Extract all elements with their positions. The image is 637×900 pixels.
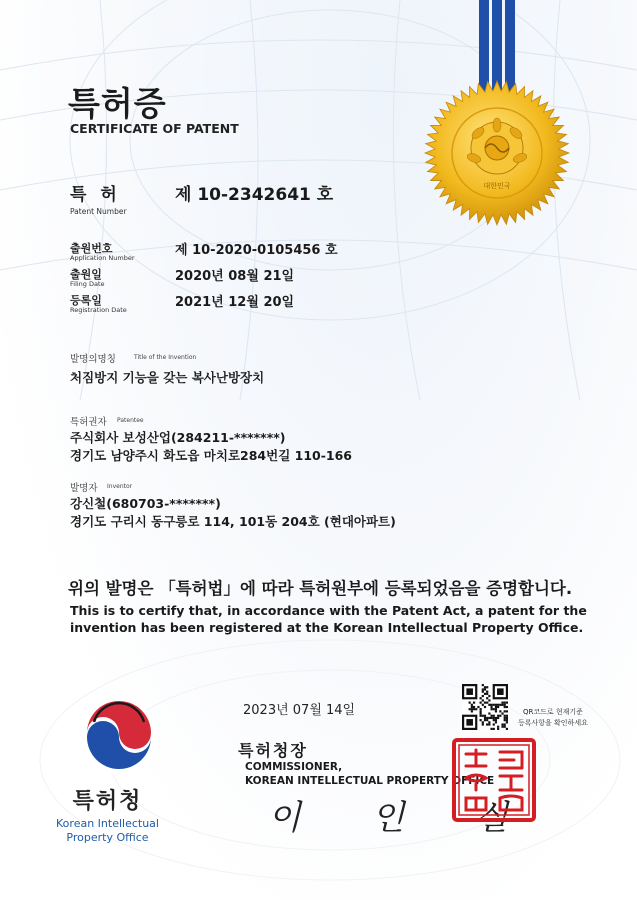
registration-date-value: 2021년 12월 20일 — [175, 295, 295, 310]
medal-text: 대한민국 — [483, 182, 511, 190]
official-seal-icon — [452, 738, 536, 822]
inventor-label: 발명자 — [70, 483, 98, 494]
certification-text-en: This is to certify that, in accordance with the Patent Act, a patent for the invention has been registered at the Korean Intellectual Property Office. — [70, 603, 587, 635]
certificate-title: 특허증 — [68, 84, 167, 123]
gold-medal-icon — [422, 78, 572, 228]
patentee-name: 주식회사 보성산업(284211-*******) — [70, 430, 286, 445]
application-number-label: 출원번호 — [70, 242, 113, 255]
certificate-title-en: CERTIFICATE OF PATENT — [70, 121, 239, 136]
commissioner-line2: KOREAN INTELLECTUAL PROPERTY OFFICE — [245, 775, 495, 787]
qr-code-icon[interactable] — [462, 684, 508, 730]
certification-text-ko: 위의 발명은 「특허법」에 따라 특허원부에 등록되었음을 증명합니다. — [68, 579, 573, 598]
inventor-name: 강신철(680703-*******) — [70, 496, 221, 511]
registration-date-label: 등록일 — [70, 294, 102, 307]
kipo-logo-icon — [78, 696, 160, 778]
filing-date-label: 출원일 — [70, 268, 102, 281]
patentee-label-en: Patentee — [117, 417, 144, 424]
patent-number-value: 제 10-2342641 호 — [175, 185, 334, 205]
inventor-address: 경기도 구리시 동구릉로 114, 101동 204호 (현대아파트) — [70, 514, 396, 529]
invention-title-label-en: Title of the Invention — [134, 354, 197, 361]
commissioner-title-ko: 특허청장 — [238, 741, 308, 760]
patentee-address: 경기도 남양주시 화도읍 마치로284번길 110-166 — [70, 448, 352, 463]
application-number-label-en: Application Number — [70, 254, 135, 262]
invention-title-label: 발명의명칭 — [70, 354, 116, 365]
registration-date-label-en: Registration Date — [70, 306, 127, 314]
inventor-label-en: Inventor — [107, 483, 133, 490]
patentee-label: 특허권자 — [70, 417, 107, 428]
patent-number-label: 특 허 — [70, 185, 121, 205]
qr-note-line2: 등록사항을 확인하세요 — [518, 719, 588, 727]
filing-date-value: 2020년 08월 21일 — [175, 269, 295, 284]
issue-date: 2023년 07월 14일 — [243, 703, 356, 718]
commissioner-signature: 이 인 실 — [268, 798, 539, 838]
application-number-value: 제 10-2020-0105456 호 — [175, 243, 338, 258]
commissioner-line1: COMMISSIONER, — [245, 761, 343, 773]
qr-note-line1: QR코드로 현재기준 — [522, 708, 583, 716]
qr-note — [518, 707, 588, 729]
patent-number-label-en: Patent Number — [70, 207, 127, 216]
kipo-name-en-line2: Property Office — [66, 831, 149, 844]
kipo-name-en — [0, 817, 215, 845]
kipo-name-ko: 특허청 — [72, 789, 143, 814]
invention-title-value: 처짐방지 기능을 갖는 복사난방장치 — [70, 370, 265, 385]
kipo-name-en-line1: Korean Intellectual — [56, 817, 159, 830]
filing-date-label-en: Filing Date — [70, 280, 105, 288]
